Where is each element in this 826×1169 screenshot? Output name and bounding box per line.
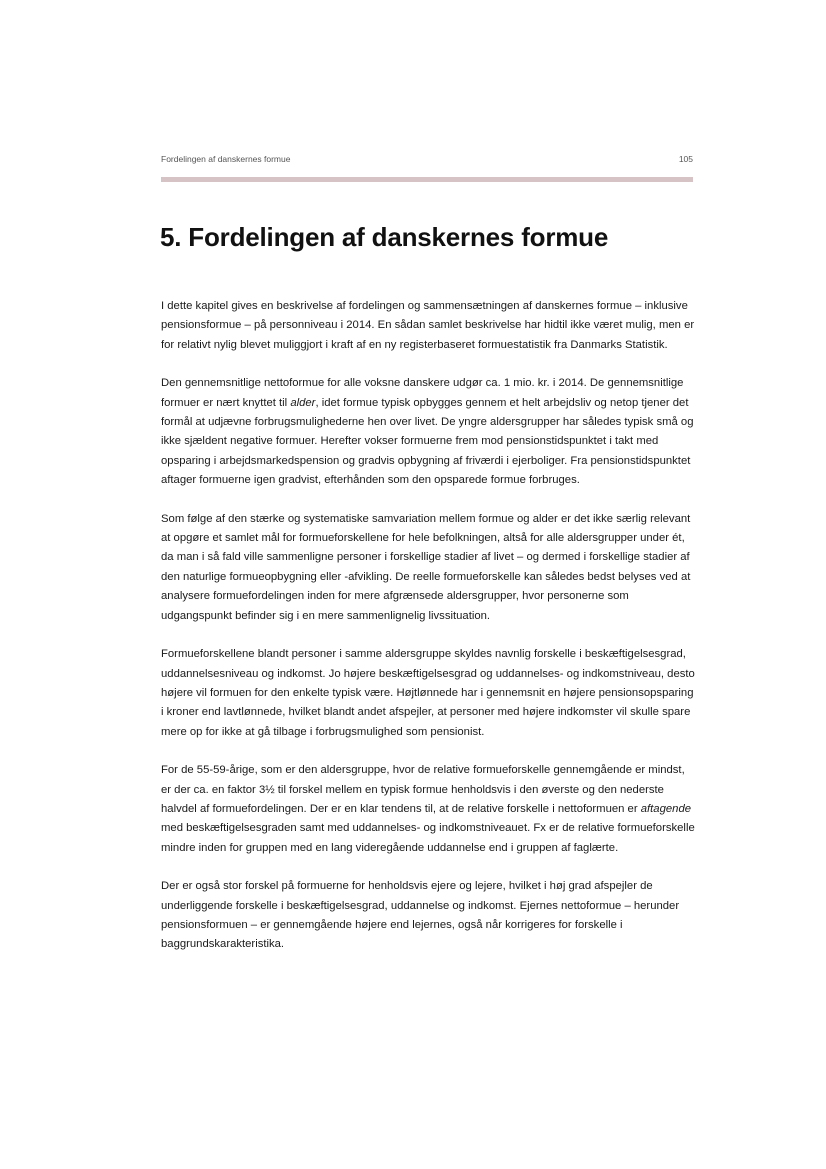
paragraph-1: I dette kapitel gives en beskrivelse af fordelingen og sammensætningen af danskernes formue – inklusive pensionsformue – på personniveau i 2014. En sådan samlet beskrivelse har hidtil ikke været mulig, men er for relativt nylig blevet muliggjort i kraft af en ny registerbaseret formuestatistik fra Danmarks Statistik. <box>161 300 695 351</box>
paragraph-6: Der er også stor forskel på formuerne for henholdsvis ejere og lejere, hvilket i høj grad afspejler de underliggende forskelle i beskæftigelsesgrad, uddannelse og indkomst. Ejernes nettoformue – herunder pensionsformuen – er gennemgående højere end lejernes, også når korrigeres for forskelle i baggrundskarakteristika. <box>161 880 680 951</box>
running-header <box>161 154 693 168</box>
header-divider <box>161 177 693 182</box>
paragraph-5-text-b: med beskæftigelsesgraden samt med uddannelses- og indkomstniveauet. Fx er de relative formueforskelle mindre inden for gruppen med en lang videregående uddannelse end i gruppen af faglærte. <box>161 822 695 854</box>
page-number: 105 <box>678 154 693 164</box>
chapter-title: 5. Fordelingen af danskernes formue <box>160 222 609 252</box>
paragraph-5 <box>161 761 695 858</box>
paragraph-5-emphasis: aftagende <box>640 802 692 815</box>
paragraph-5-text-a: For de 55-59-årige, som er den aldersgruppe, hvor de relative formueforskelle gennemgående er mindst, er der ca. en faktor 3½ til forskel mellem en typisk formue henholdsvis i den øverste og den nederste halvdel af formuefordelingen. Der er en klar tendens til, at de relative forskelle i nettoformuen er <box>161 764 685 815</box>
paragraph-2 <box>161 374 695 490</box>
running-header-title: Fordelingen af danskernes formue <box>161 154 291 164</box>
paragraph-3: Som følge af den stærke og systematiske samvariation mellem formue og alder er det ikke særlig relevant at opgøre et samlet mål for formueforskellene for hele befolkningen, altså for alle aldersgrupper under ét, da man i så fald ville sammenligne personer i forskellige stadier af livet – og dermed i forskellige stadier af den naturlige formueopbygning eller -afvikling. De reelle formueforskelle kan således bedst belyses ved at analysere formuefordelingen inden for mere afgrænsede aldersgrupper, hvor personerne som udgangspunkt befinder sig i en mere sammenlignelig livssituation. <box>161 512 691 622</box>
paragraph-2-text-a: Den gennemsnitlige nettoformue for alle voksne danskere udgør ca. 1 mio. kr. i 2014. De gennemsnitlige formuer er nært knyttet til <box>161 377 684 409</box>
body-text <box>161 297 695 974</box>
paragraph-2-text-b: , idet formue typisk opbygges gennem et helt arbejdsliv og netop tjener det formål at udjævne forbrugsmulighederne hen over livet. De yngre aldersgrupper har således typisk små og ikke sjældent negative formuer. Herefter vokser formuerne frem mod pensionstidspunktet i takt med opsparing i arbejdsmarkedspension og gradvis opbygning af friværdi i ejerboliger. Fra pensionstidspunktet aftager formuerne igen gradvist, efterhånden som den opsparede formue forbruges. <box>161 396 694 487</box>
paragraph-4: Formueforskellene blandt personer i samme aldersgruppe skyldes navnlig forskelle i beskæftigelsesgrad, uddannelsesniveau og indkomst. Jo højere beskæftigelsesgrad og uddannelses- og indkomstniveau, desto højere vil formuen for den enkelte typisk være. Højtlønnede har i gennemsnit en højere pensionsopsparing i kroner end lavtlønnede, hvilket blandt andet afspejler, at personer med højere indkomster vil skulle spare mere op for ikke at gå tilbage i forbrugsmulighed som pensionist. <box>161 648 695 738</box>
paragraph-2-emphasis: alder <box>290 396 316 409</box>
